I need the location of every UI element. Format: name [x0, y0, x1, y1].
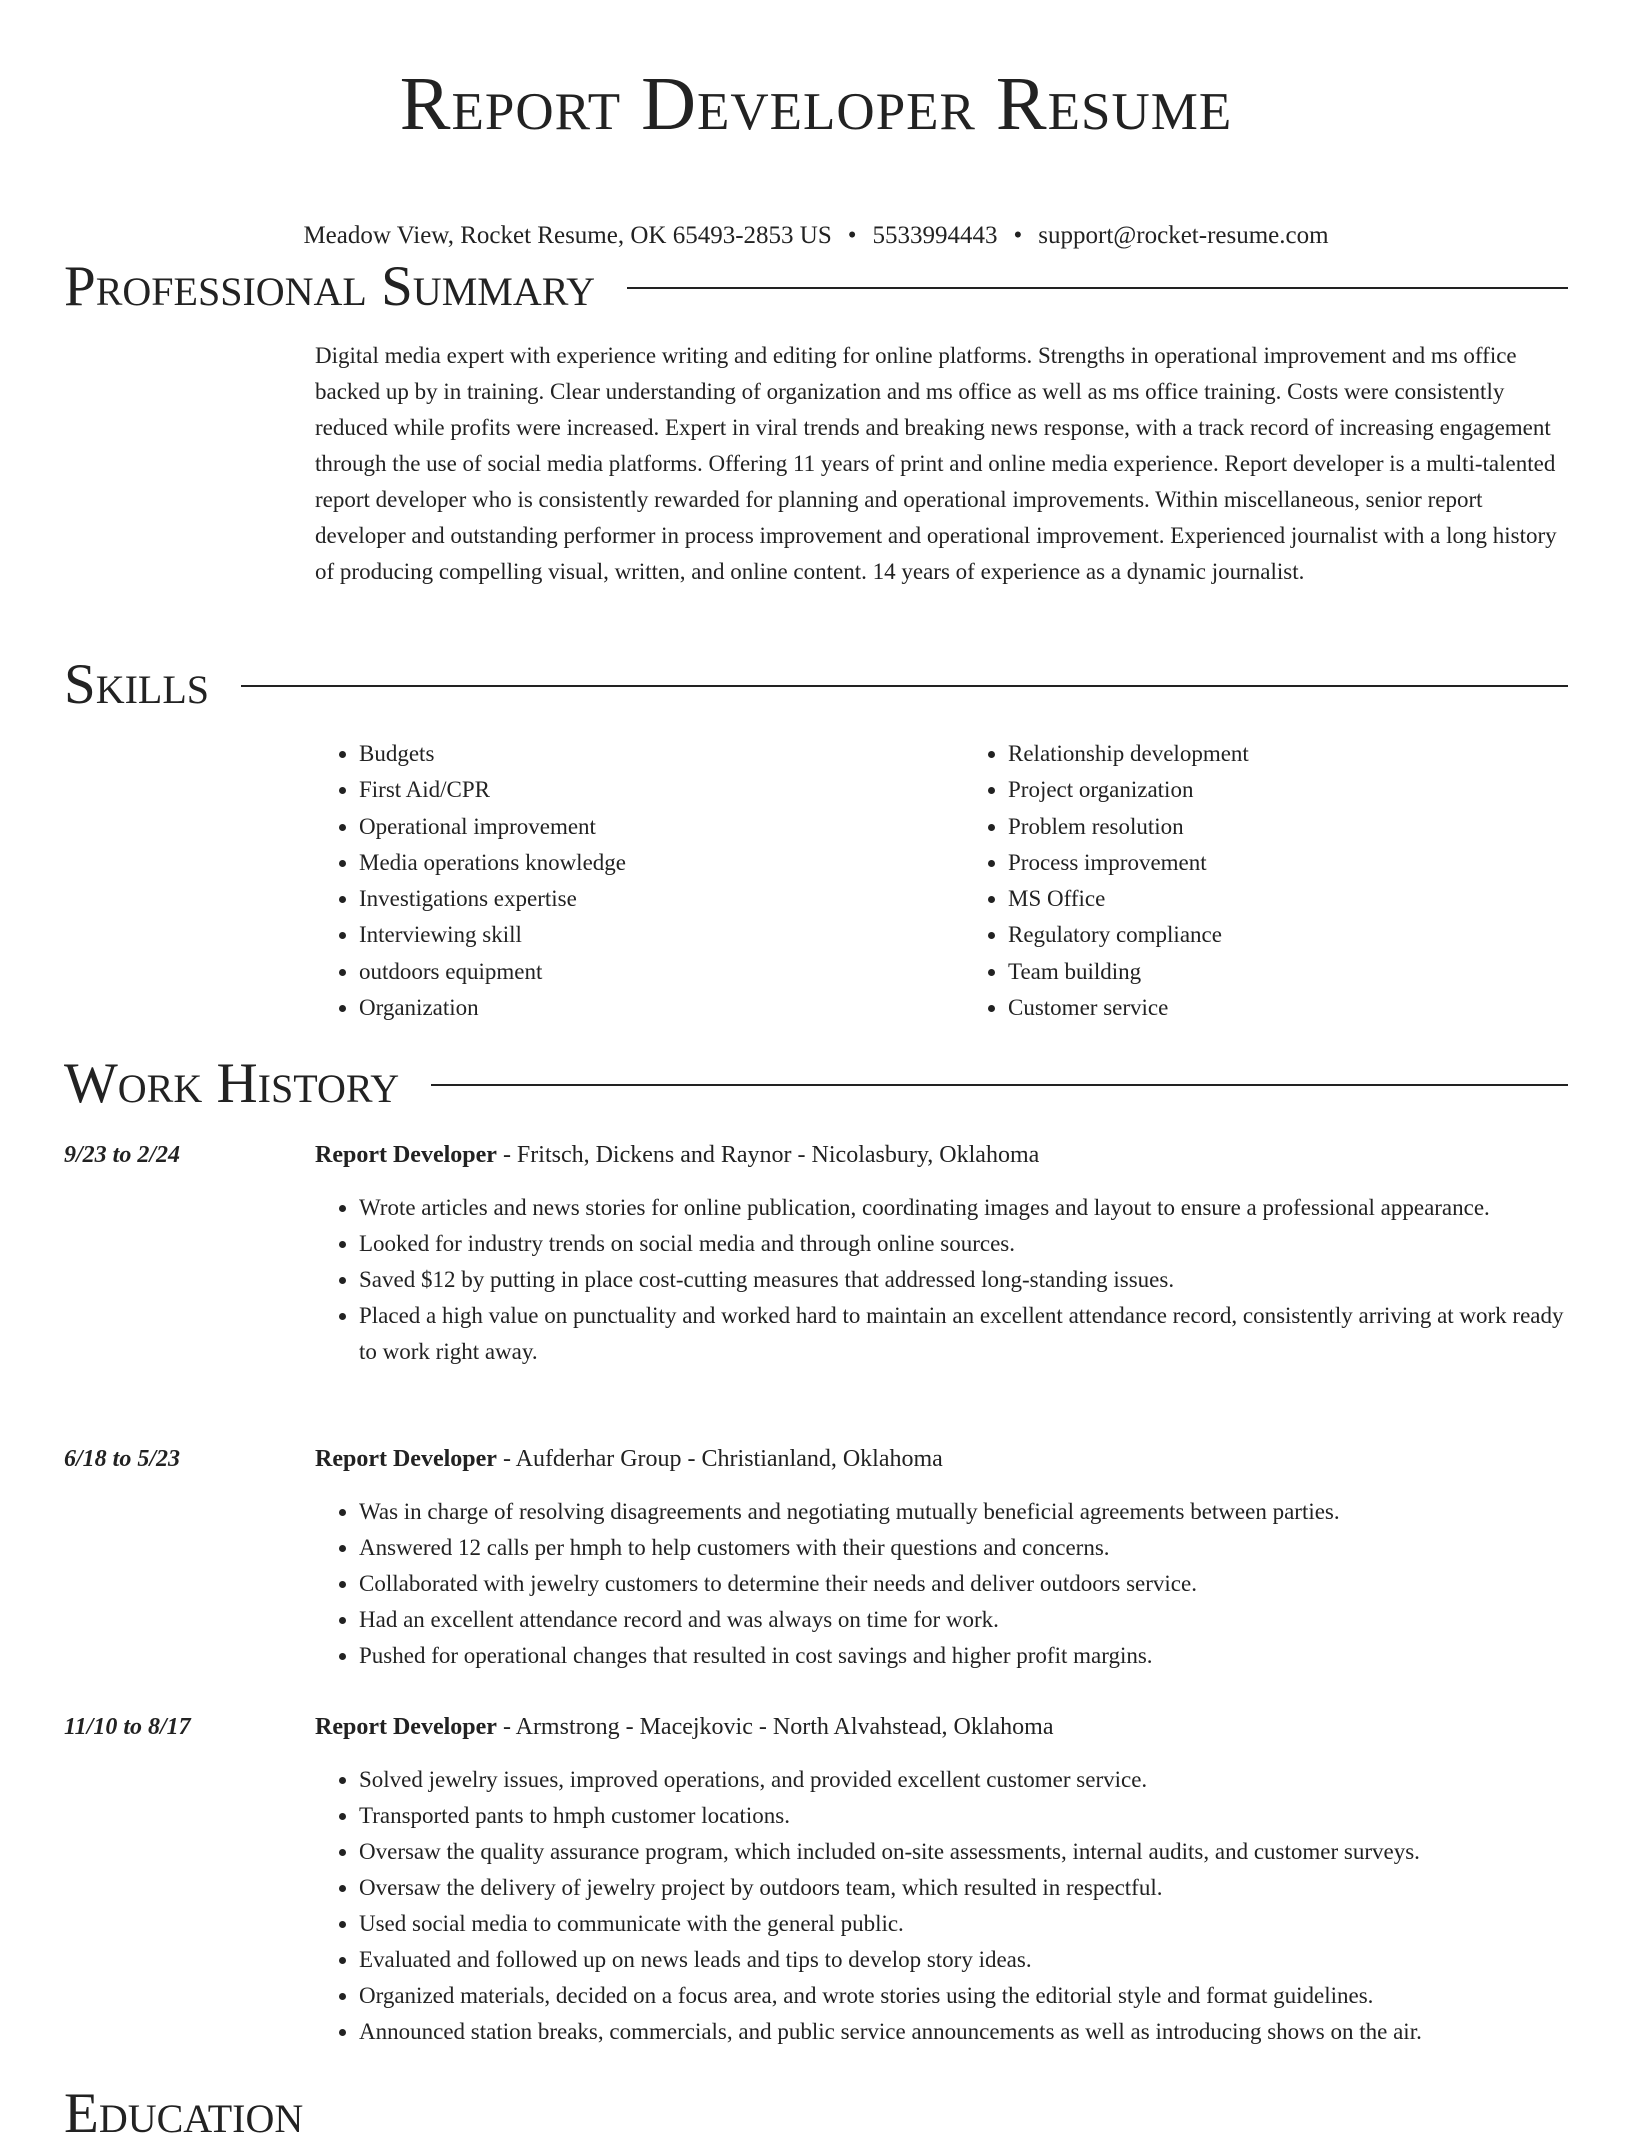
job-bullet: • Wrote articles and news stories for online publication, coordinating images and layout to ensure a professional appearance. [359, 1190, 1568, 1226]
skill-item: • Regulatory compliance [1008, 917, 1568, 953]
skill-item: • Project organization [1008, 772, 1568, 808]
address: Meadow View, Rocket Resume, OK 65493-2853 US [303, 222, 832, 249]
education-heading: Education [64, 2082, 304, 2145]
skill-item: • Operational improvement [359, 809, 919, 845]
job-bullet: • Solved jewelry issues, improved operations, and provided excellent customer service. [359, 1762, 1568, 1798]
job-dates: 11/10 to 8/17 [64, 1714, 191, 1740]
skill-item: • Problem resolution [1008, 809, 1568, 845]
job-title-line [315, 1442, 1568, 1476]
job-bullet: • Saved $12 by putting in place cost-cutting measures that addressed long-standing issues. [359, 1262, 1568, 1298]
section-rule [241, 685, 1568, 687]
resume-title: Report Developer Resume [399, 62, 1233, 146]
job-bullets [315, 1190, 1568, 1370]
summary-section-header [64, 255, 1568, 319]
skills-section-header [64, 653, 1568, 717]
job-title-line [315, 1710, 1568, 1744]
job-bullet: • Was in charge of resolving disagreements and negotiating mutually beneficial agreements between parties. [359, 1494, 1568, 1530]
job-bullet: • Oversaw the quality assurance program, which included on-site assessments, internal audits, and customer surveys. [359, 1834, 1568, 1870]
skill-item: • Team building [1008, 954, 1568, 990]
job-bullet: • Transported pants to hmph customer locations. [359, 1798, 1568, 1834]
job-bullet: • Had an excellent attendance record and was always on time for work. [359, 1602, 1568, 1638]
contact-separator: • [847, 222, 857, 249]
contact-line [0, 220, 1632, 252]
contact-separator: • [1013, 222, 1023, 249]
summary-heading: Professional Summary [64, 255, 596, 318]
summary-text: Digital media expert with experience writing and editing for online platforms. Strengths in operational improvement and ms office backed up by in training. Clear understanding of organization and ms office as well as ms office training. Costs were consistently reduced while profits were increased. Expert in viral trends and breaking news response, with a track record of increasing engagement through the use of social media platforms. Offering 11 years of print and online media experience. Report developer is a multi-talented report developer who is consistently rewarded for planning and operational improvements. Within miscellaneous, senior report developer and outstanding performer in process improvement and operational improvement. Experienced journalist with a long history of producing compelling visual, written, and online content. 14 years of experience as a dynamic journalist. [315, 343, 1557, 584]
job-dates: 9/23 to 2/24 [64, 1142, 181, 1168]
job-bullet: • Announced station breaks, commercials, and public service announcements as well as introducing shows on the air. [359, 2014, 1568, 2050]
job-details: - Fritsch, Dickens and Raynor - Nicolasbury, Oklahoma [496, 1142, 1040, 1168]
job-bullet: • Answered 12 calls per hmph to help customers with their questions and concerns. [359, 1530, 1568, 1566]
job-bullet: • Pushed for operational changes that resulted in cost savings and higher profit margins. [359, 1638, 1568, 1674]
job-bullet: • Oversaw the delivery of jewelry project by outdoors team, which resulted in respectful. [359, 1870, 1568, 1906]
skill-item: • Interviewing skill [359, 917, 919, 953]
job-bullet: • Placed a high value on punctuality and worked hard to maintain an excellent attendance record, consistently arriving at work ready to work right away. [359, 1298, 1568, 1370]
skills-list-right [964, 736, 1568, 1026]
job-dates: 6/18 to 5/23 [64, 1446, 181, 1472]
job-title: Report Developer [315, 1714, 497, 1740]
skill-item: • outdoors equipment [359, 954, 919, 990]
job-title-line [315, 1138, 1568, 1172]
job-bullet: • Organized materials, decided on a focus area, and wrote stories using the editorial style and format guidelines. [359, 1978, 1568, 2014]
job-bullet: • Evaluated and followed up on news leads and tips to develop story ideas. [359, 1942, 1568, 1978]
education-section-header [64, 2082, 1568, 2146]
skill-item: • Investigations expertise [359, 881, 919, 917]
skills-columns [315, 736, 1568, 1026]
phone: 5533994443 [872, 222, 998, 249]
job-details: - Aufderhar Group - Christianland, Oklahoma [496, 1446, 943, 1472]
skill-item: • Media operations knowledge [359, 845, 919, 881]
work-heading: Work History [64, 1052, 400, 1115]
skill-item: • Process improvement [1008, 845, 1568, 881]
job-entry [64, 1710, 1568, 2050]
work-section-header [64, 1052, 1568, 1116]
skill-item: • Budgets [359, 736, 919, 772]
skill-item: • Relationship development [1008, 736, 1568, 772]
section-rule [431, 1084, 1568, 1086]
job-title: Report Developer [315, 1446, 497, 1472]
job-details: - Armstrong - Macejkovic - North Alvahstead, Oklahoma [496, 1714, 1054, 1740]
section-rule [627, 287, 1568, 289]
skill-item: • Customer service [1008, 990, 1568, 1026]
skill-item: • Organization [359, 990, 919, 1026]
job-bullets [315, 1494, 1568, 1674]
job-bullet: • Looked for industry trends on social media and through online sources. [359, 1226, 1568, 1262]
job-bullet: • Used social media to communicate with the general public. [359, 1906, 1568, 1942]
job-bullet: • Collaborated with jewelry customers to determine their needs and deliver outdoors service. [359, 1566, 1568, 1602]
skills-list-left [315, 736, 919, 1026]
skills-heading: Skills [64, 653, 210, 716]
skill-item: • MS Office [1008, 881, 1568, 917]
job-entry [64, 1442, 1568, 1674]
email: support@rocket-resume.com [1038, 222, 1329, 249]
job-bullets [315, 1762, 1568, 2050]
skill-item: • First Aid/CPR [359, 772, 919, 808]
job-title: Report Developer [315, 1142, 497, 1168]
job-entry [64, 1138, 1568, 1370]
